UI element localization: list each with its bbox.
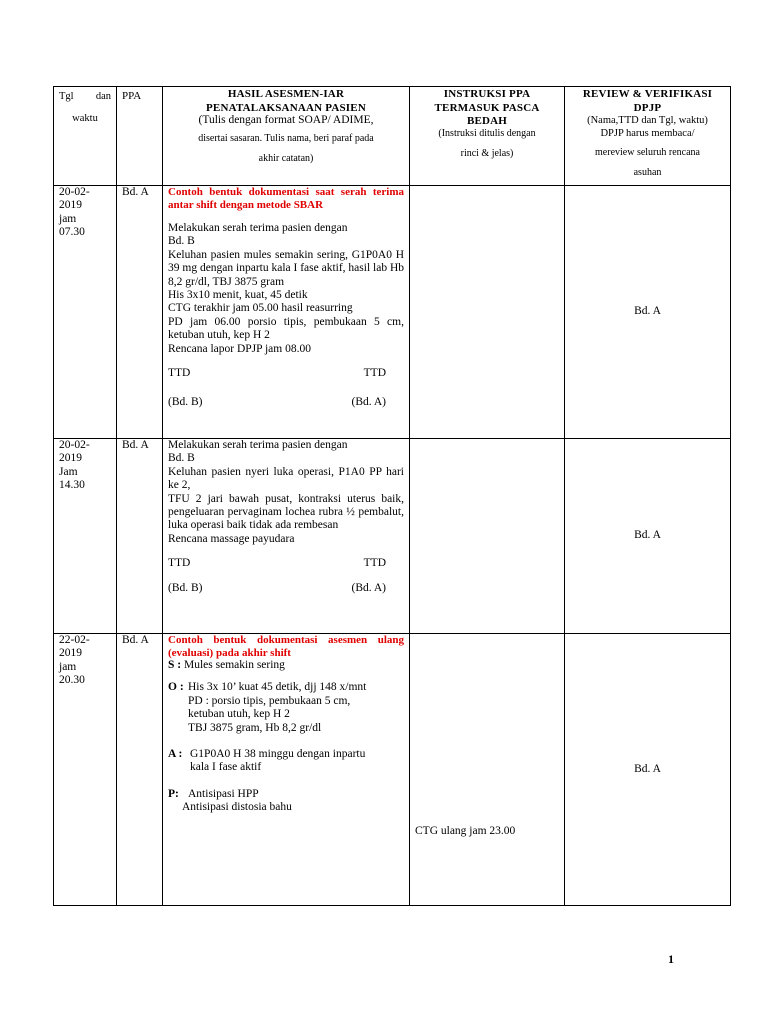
instruction-cell	[410, 186, 565, 439]
instruction-text: CTG ulang jam 23.00	[415, 825, 516, 837]
ttd-left: TTD	[168, 557, 191, 570]
soap-o-line: His 3x 10’ kuat 45 detik, djj 148 x/mnt	[188, 681, 367, 694]
header-review-sub-1: (Nama,TTD dan Tgl, waktu)	[587, 115, 708, 126]
date-year: 2019	[59, 647, 82, 660]
soap-p-key: P:	[168, 787, 179, 800]
soap-a	[168, 748, 404, 761]
table-row	[54, 634, 731, 906]
ppa-cell: Bd. A	[117, 634, 163, 906]
header-hasil-title-2: PENATALAKSANAAN PASIEN	[206, 101, 366, 114]
header-instr-title-2: TERMASUK PASCA	[434, 101, 540, 114]
header-instr-sub-2: rinci & jelas)	[460, 147, 514, 159]
note-line: CTG terakhir jam 05.00 hasil reasurring	[168, 302, 353, 315]
date-year: 2019	[59, 452, 82, 465]
date-cell	[54, 634, 117, 906]
signature-left: (Bd. B)	[168, 581, 203, 594]
header-review	[565, 87, 731, 186]
soap-p-line: Antisipasi HPP	[188, 787, 259, 800]
soap-o-key: O :	[168, 681, 184, 694]
example-note: Contoh bentuk dokumentasi saat serah terima antar shift dengan metode SBAR	[168, 186, 404, 211]
ttd-right: TTD	[363, 367, 386, 380]
soap-s-text: Mules semakin sering	[184, 659, 285, 671]
note-line: Melakukan serah terima pasien dengan	[168, 222, 348, 234]
time-value: 20.30	[59, 674, 85, 687]
header-hasil-sub-2: disertai sasaran. Tulis nama, beri paraf pada	[198, 133, 374, 145]
signature-right: (Bd. A)	[351, 581, 386, 594]
date-day: 22-02-	[59, 634, 90, 646]
soap-a-key: A :	[168, 748, 183, 761]
soap-a-line: G1P0A0 H 38 minggu dengan inpartu	[190, 748, 366, 761]
instruction-cell	[410, 439, 565, 634]
time-value: 14.30	[59, 479, 85, 492]
ppa-cell: Bd. A	[117, 186, 163, 439]
note-line: Rencana massage payudara	[168, 532, 295, 545]
header-tgl-waktu	[54, 87, 117, 186]
signature-left: (Bd. B)	[168, 396, 203, 409]
table-row	[54, 186, 731, 439]
header-hasil-sub-1: (Tulis dengan format SOAP/ ADIME,	[198, 114, 374, 126]
time-label: jam	[59, 660, 77, 673]
header-review-sub-3: mereview seluruh rencana	[595, 146, 700, 158]
note-line: Keluhan pasien nyeri luka operasi, P1A0 PP hari ke 2,	[168, 465, 404, 492]
soap-s	[168, 659, 404, 672]
example-note: Contoh bentuk dokumentasi asesmen ulang (evaluasi) pada akhir shift	[168, 634, 404, 659]
note-line: PD jam 06.00 porsio tipis, pembukaan 5 cm, ketuban utuh, kep H 2	[168, 315, 404, 342]
review-cell: Bd. A	[565, 186, 731, 439]
soap-o-line: ketuban utuh, kep H 2	[188, 708, 290, 721]
soap-o-line: TBJ 3875 gram, Hb 8,2 gr/dl	[188, 721, 322, 734]
instruction-cell	[410, 634, 565, 906]
table-row	[54, 439, 731, 634]
header-instruksi	[410, 87, 565, 186]
ppa-cell: Bd. A	[117, 439, 163, 634]
note-line: TFU 2 jari bawah pusat, kontraksi uterus baik, pengeluaran pervaginam lochea rubra ½ pembalut, luka operasi baik tidak ada rembesan	[168, 492, 404, 532]
review-cell: Bd. A	[565, 634, 731, 906]
soap-a-line: kala I fase aktif	[190, 761, 262, 774]
header-dan: dan	[95, 91, 111, 102]
note-line: Bd. B	[168, 452, 195, 465]
soap-o-line: PD : porsio tipis, pembukaan 5 cm,	[188, 694, 351, 707]
header-waktu: waktu	[72, 113, 98, 125]
header-ppa-label: PPA	[122, 90, 142, 102]
time-value: 07.30	[59, 226, 85, 239]
signature-row	[168, 396, 404, 409]
date-cell	[54, 186, 117, 439]
date-day: 20-02-	[59, 186, 90, 198]
header-instr-title-3: BEDAH	[466, 115, 508, 127]
assessment-cell	[163, 439, 410, 634]
header-ppa	[117, 87, 163, 186]
date-day: 20-02-	[59, 439, 90, 451]
note-line: His 3x10 menit, kuat, 45 detik	[168, 289, 308, 302]
soap-p	[168, 788, 404, 801]
ttd-right: TTD	[363, 557, 386, 570]
assessment-cell	[163, 186, 410, 439]
soap-s-key: S :	[168, 659, 182, 671]
note-line: Rencana lapor DPJP jam 08.00	[168, 342, 311, 355]
time-label: jam	[59, 212, 77, 225]
review-cell: Bd. A	[565, 439, 731, 634]
note-line: Melakukan serah terima pasien dengan	[168, 439, 348, 451]
page-number: 1	[668, 952, 674, 966]
ttd-row	[168, 557, 404, 570]
header-tgl: Tgl	[59, 91, 74, 102]
cppt-table	[53, 86, 731, 906]
note-line: Keluhan pasien mules semakin sering, G1P0A0 H 39 mg dengan inpartu kala I fase aktif, hasil lab Hb 8,2 gr/dl, TBJ 3875 gram	[168, 248, 404, 288]
header-review-title-2: DPJP	[633, 101, 662, 114]
date-cell	[54, 439, 117, 634]
soap-o	[168, 681, 404, 694]
note-line: Bd. B	[168, 235, 195, 248]
header-row	[54, 87, 731, 186]
header-hasil-sub-3: akhir catatan)	[258, 153, 314, 165]
date-year: 2019	[59, 199, 82, 212]
ttd-left: TTD	[168, 367, 191, 380]
signature-right: (Bd. A)	[351, 396, 386, 409]
header-instr-title-1: INSTRUKSI PPA	[443, 88, 531, 100]
header-hasil-title-1: HASIL ASESMEN-IAR	[227, 88, 345, 100]
header-review-sub-4: asuhan	[633, 166, 662, 178]
header-review-sub-2: DPJP harus membaca/	[600, 128, 695, 140]
ttd-row	[168, 367, 404, 380]
header-instr-sub-1: (Instruksi ditulis dengan	[438, 127, 536, 139]
signature-row	[168, 582, 404, 595]
header-hasil	[163, 87, 410, 186]
soap-p-line: Antisipasi distosia bahu	[182, 801, 292, 814]
header-review-title-1: REVIEW & VERIFIKASI	[582, 88, 713, 100]
assessment-cell	[163, 634, 410, 906]
time-label: Jam	[59, 465, 78, 478]
